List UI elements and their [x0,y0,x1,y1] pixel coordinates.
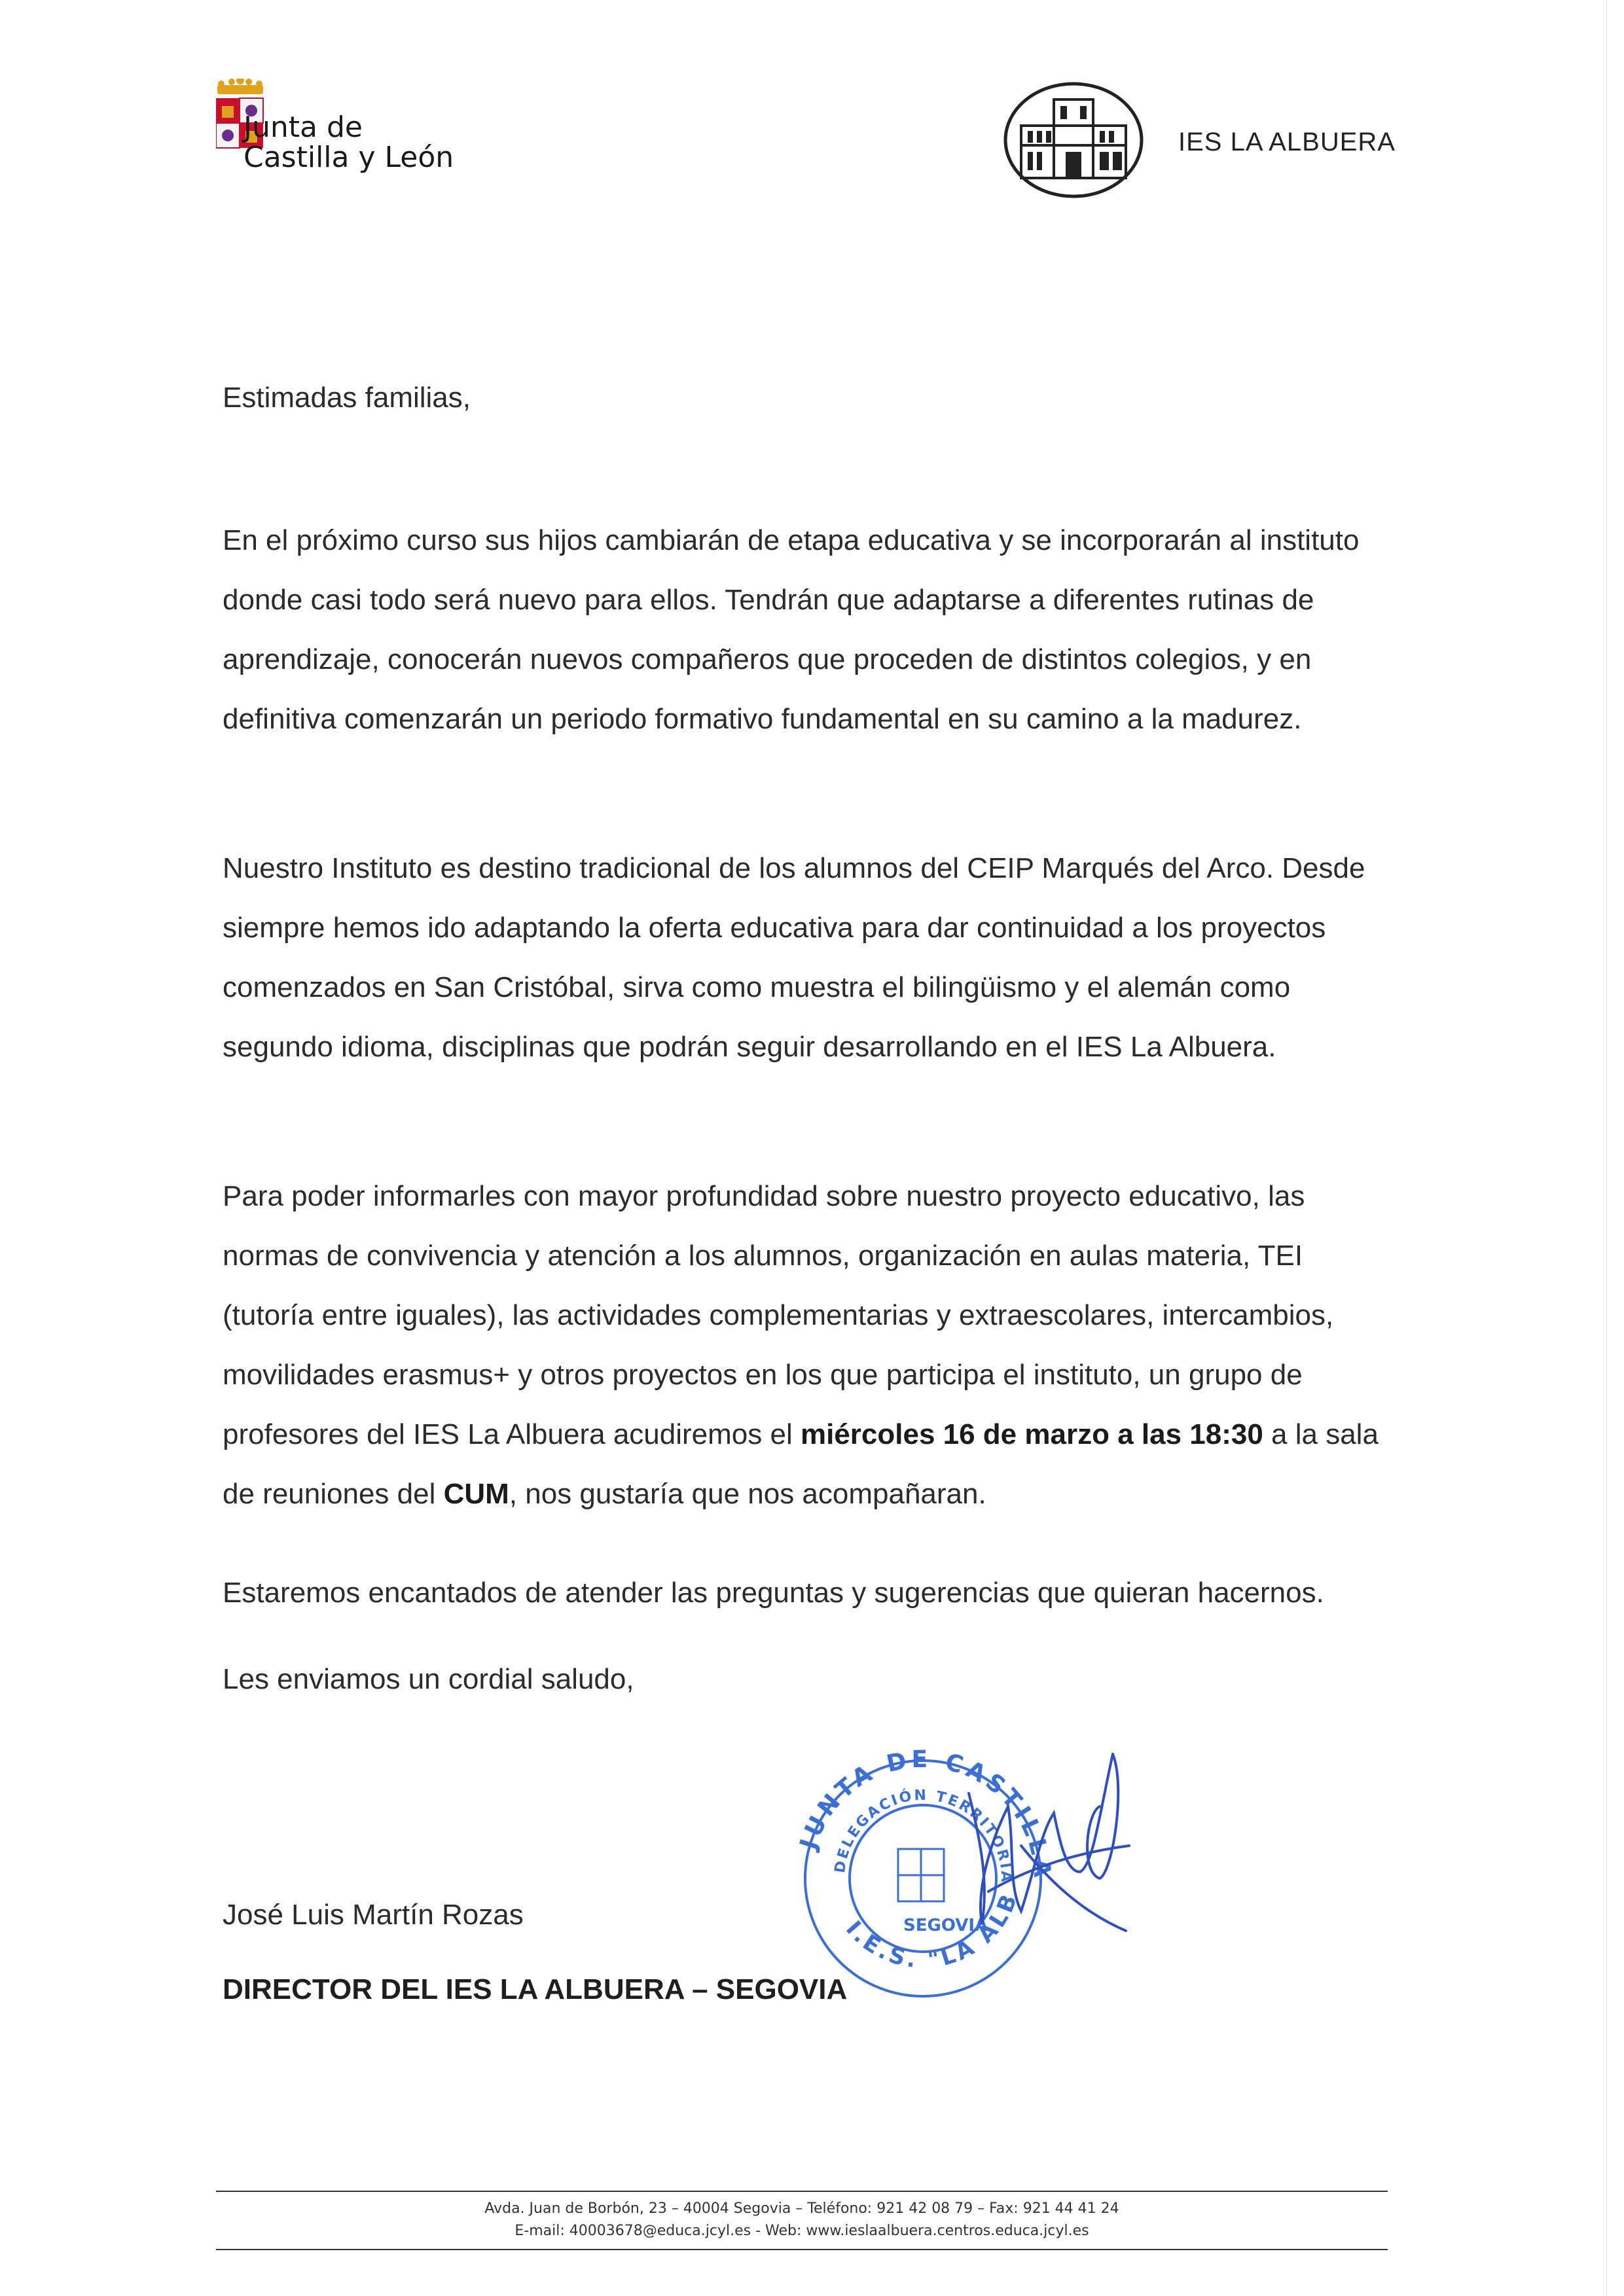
meeting-text-2: a la sala de reuniones del [223,1418,1379,1510]
jcyl-logo-line1: Junta de [244,111,363,144]
paragraph-ceip: Nuestro Instituto es destino tradicional de los alumnos del CEIP Marqués del Arco. Desde siempre hemos ido adaptando la oferta educativa para dar continuidad a los proyectos comenzados en San Cristóbal, sirva como muestra el bilingüismo y el alemán como segundo idioma, disciplinas que podrán seguir desarrollando en el IES La Albuera. [223,852,1365,1063]
meeting-place: CUM [443,1478,509,1510]
paragraph-meeting [223,1166,1394,1524]
footer-divider-bottom [216,2249,1388,2250]
footer-address: Avda. Juan de Borbón, 23 – 40004 Segovia – Teléfono: 921 42 08 79 – Fax: 921 44 41 24 [484,2200,1119,2217]
jcyl-logo-text [244,113,454,173]
paragraph-questions: Estaremos encantados de atender las preguntas y sugerencias que quieran hacernos. [223,1577,1324,1609]
footer-divider-top [216,2191,1388,2192]
stamp-seal-icon [772,1715,1139,2022]
signer-title: DIRECTOR DEL IES LA ALBUERA – SEGOVIA [223,1973,848,2005]
meeting-text-3: , nos gustaría que nos acompañaran. [509,1478,986,1510]
meeting-date: miércoles 16 de marzo a las 18:30 [800,1418,1263,1450]
paragraph-intro: En el próximo curso sus hijos cambiarán de etapa educativa y se incorporarán al instituto donde casi todo será nuevo para ellos. Tendrán que adaptarse a diferentes rutinas de aprendizaje, conocerán nuevos compañeros que proceden de distintos colegios, y en definitiva comenzarán un periodo formativo fundamental en su camino a la madurez. [223,524,1360,735]
svg-text:DELEGACIÓN TERRITORIAL DE SEGO [772,1715,1014,1884]
closing: Les enviamos un cordial saludo, [223,1663,634,1695]
stamp-city: SEGOVIA [903,1916,988,1935]
official-stamp [772,1715,1139,2022]
jcyl-logo-line2: Castilla y León [244,141,454,174]
stamp-bottom-text: I.E.S. "LA ALB [840,1888,1024,1974]
signer-name: José Luis Martín Rozas [223,1899,524,1931]
footer-contact: E-mail: 40003678@educa.jcyl.es - Web: www.ieslaalbuera.centros.educa.jcyl.es [514,2223,1089,2239]
school-building-icon [1001,80,1146,201]
stamp-inner-text: DELEGACIÓN TERRITORIA [831,1787,1015,1884]
school-name: IES LA ALBUERA [1178,128,1396,156]
greeting: Estimadas familias, [223,382,471,414]
meeting-text-1: Para poder informarles con mayor profundidad sobre nuestro proyecto educativo, las normas de convivencia y atención a los alumnos, organización en aulas materia, TEI (tutoría entre iguales), las actividades complementarias y extraescolares, intercambios, movilidades erasmus+ y otros proyectos en los que participa el instituto, un grupo de profesores del IES La Albuera acudiremos el [223,1180,1334,1450]
scan-edge-line [1606,0,1607,2296]
school-logo [1001,80,1146,201]
stamp-outer-text: JUNTA DE CASTILLA [795,1746,1056,1882]
